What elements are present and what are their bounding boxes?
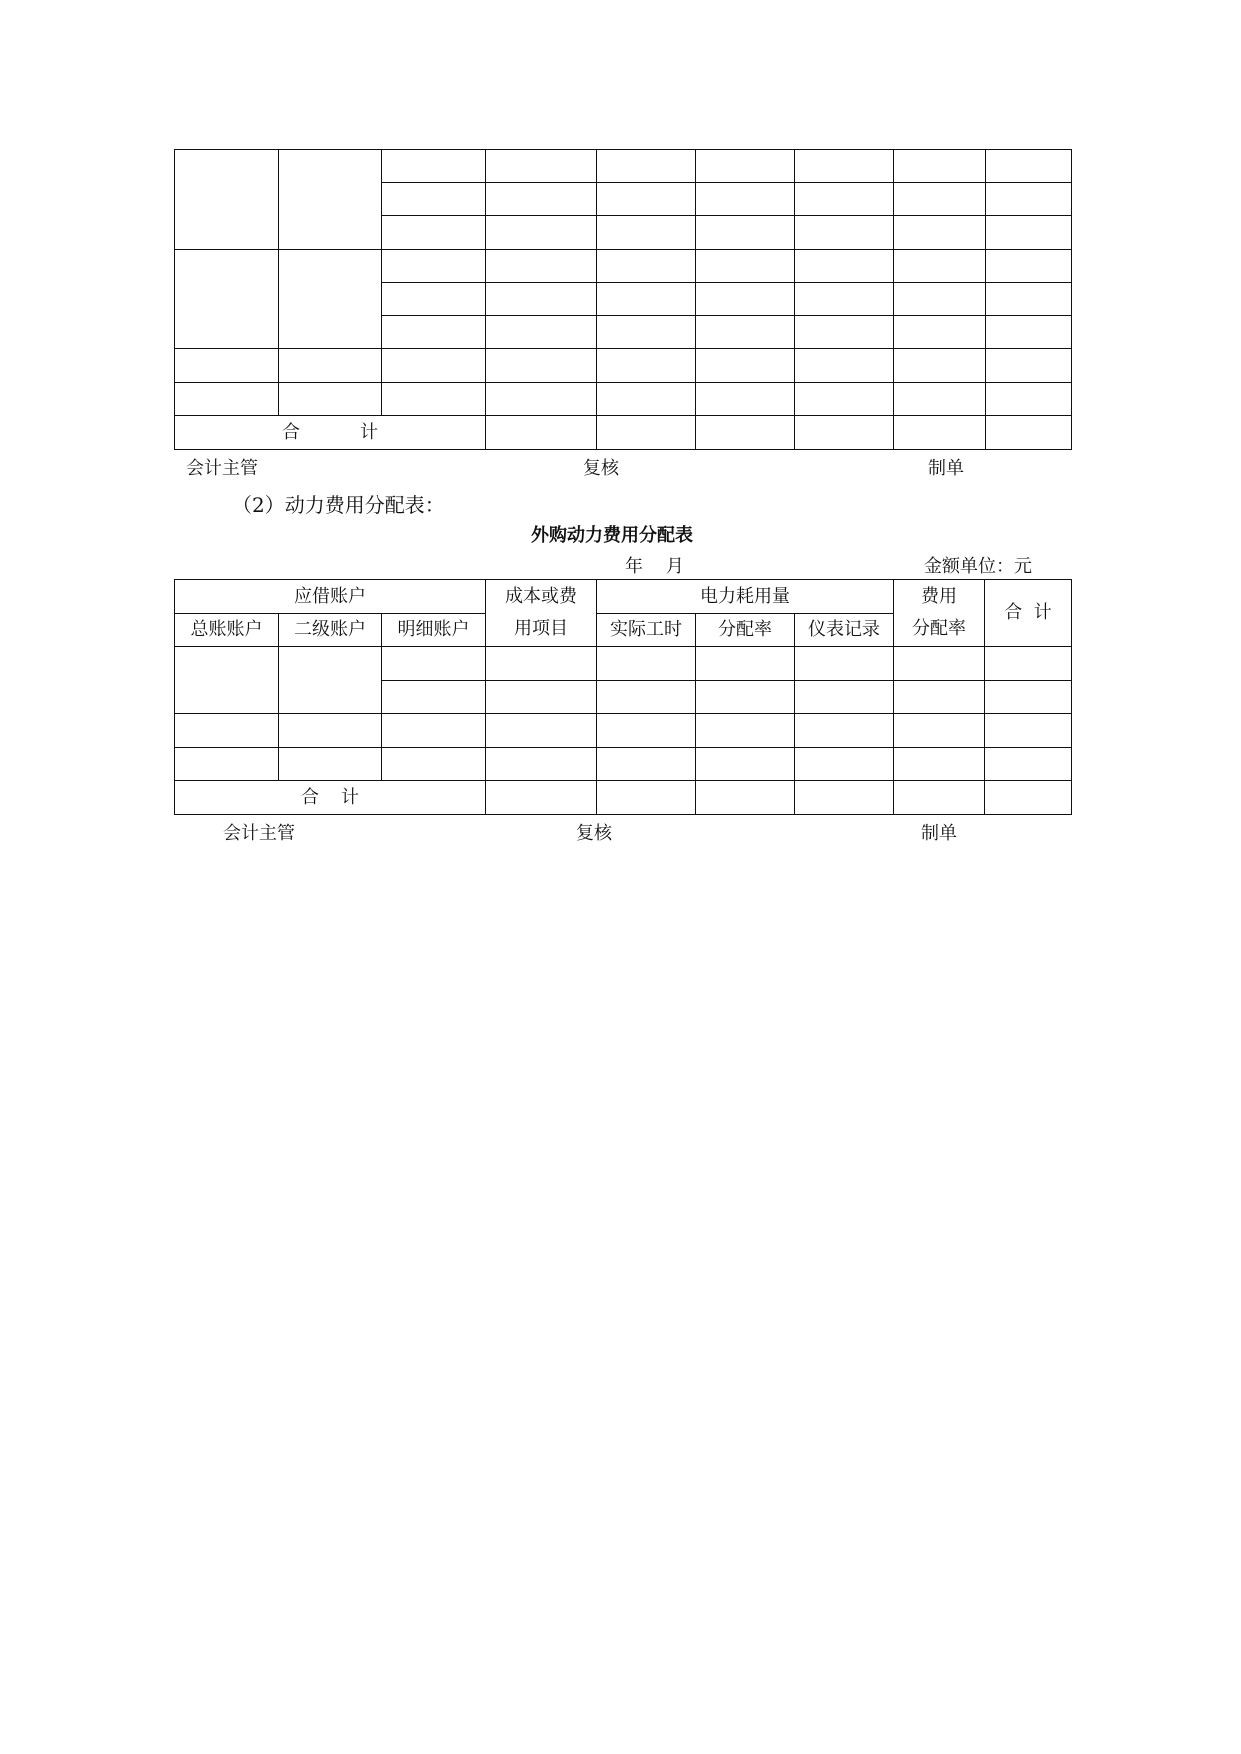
header-actual-hours: 实际工时: [597, 614, 696, 647]
cell: [382, 150, 486, 183]
cell: [696, 748, 795, 781]
cell: [894, 216, 986, 250]
cell: [986, 316, 1072, 349]
cell: [696, 416, 795, 450]
cell: [175, 383, 279, 416]
cell: [597, 781, 696, 815]
total-label-right: 计: [341, 786, 359, 808]
cell: [696, 150, 795, 183]
cell: [696, 681, 795, 714]
cell: [894, 647, 985, 681]
cell: [486, 150, 597, 183]
cell: [795, 316, 894, 349]
cell: [382, 349, 486, 383]
cell: [597, 748, 696, 781]
cell: [894, 283, 986, 316]
power-cost-allocation-table: [174, 579, 1072, 815]
header-cost-item: [486, 580, 597, 647]
cell: [696, 183, 795, 216]
cell: [986, 216, 1072, 250]
cell: [894, 681, 985, 714]
cell: [382, 748, 486, 781]
header-row-1: [175, 580, 1072, 614]
cell: [382, 383, 486, 416]
cell: [486, 250, 597, 283]
cell: [985, 647, 1072, 681]
cell: [985, 681, 1072, 714]
cell: [894, 383, 986, 416]
cell: [795, 349, 894, 383]
header-debit-account: 应借账户: [175, 580, 486, 614]
cell: [986, 349, 1072, 383]
cell: [382, 183, 486, 216]
cell: [597, 416, 696, 450]
cell: [986, 383, 1072, 416]
header-total: 合 计: [985, 580, 1072, 647]
cell: [486, 681, 597, 714]
table-row: [175, 349, 1072, 383]
cell: [795, 714, 894, 748]
cell: [597, 681, 696, 714]
cell: [486, 316, 597, 349]
cell: [382, 714, 486, 748]
cell: [382, 216, 486, 250]
cell: [894, 714, 985, 748]
cell: [795, 183, 894, 216]
cell: [894, 183, 986, 216]
cell: [986, 283, 1072, 316]
cell: [894, 316, 986, 349]
header-cost-item-line1: 成本或费: [505, 586, 578, 607]
cell: [986, 150, 1072, 183]
cell: [486, 714, 597, 748]
cell: [696, 383, 795, 416]
cell: [696, 283, 795, 316]
cell: [597, 714, 696, 748]
cell: [175, 250, 279, 349]
table-row: [175, 647, 1072, 681]
cell: [795, 150, 894, 183]
cell: [696, 316, 795, 349]
total-label-left: 合: [282, 421, 300, 443]
cell: [597, 250, 696, 283]
total-label-right: 计: [360, 421, 378, 443]
cell: [382, 681, 486, 714]
cell: [382, 647, 486, 681]
header-meter-record: 仪表记录: [795, 614, 894, 647]
cell: [795, 416, 894, 450]
cell: [894, 748, 985, 781]
section-heading: （2）动力费用分配表：: [232, 493, 445, 517]
cell: [894, 250, 986, 283]
cell: [279, 150, 382, 250]
cell: [696, 714, 795, 748]
signature-supervisor-2: 会计主管: [223, 823, 295, 844]
cell: [795, 748, 894, 781]
cell: [795, 250, 894, 283]
cell: [986, 250, 1072, 283]
cell: [175, 748, 279, 781]
table-row: [175, 748, 1072, 781]
cell: [985, 781, 1072, 815]
cell: [985, 748, 1072, 781]
cell: [795, 681, 894, 714]
cell: [597, 349, 696, 383]
unit-label: 金额单位：元: [924, 556, 1032, 577]
header-detail-account: 明细账户: [382, 614, 486, 647]
cell: [486, 216, 597, 250]
cell: [986, 416, 1072, 450]
cell: [486, 383, 597, 416]
signature-supervisor: 会计主管: [186, 458, 258, 479]
cell: [597, 316, 696, 349]
header-general-account: 总账账户: [175, 614, 279, 647]
signature-review: 复核: [583, 458, 619, 479]
cell: [894, 150, 986, 183]
signature-review-2: 复核: [576, 823, 612, 844]
cell: [279, 250, 382, 349]
cell: [175, 150, 279, 250]
cell: [795, 647, 894, 681]
cell: [795, 216, 894, 250]
total-label-left: 合: [301, 786, 319, 808]
total-row: [175, 416, 1072, 450]
header-allocation-rate: 分配率: [696, 614, 795, 647]
header-fee-rate: [894, 580, 985, 647]
cell: [486, 183, 597, 216]
header-cost-item-line2: 用项目: [514, 618, 569, 639]
cell: [279, 383, 382, 416]
cell: [486, 781, 597, 815]
header-secondary-account: 二级账户: [279, 614, 382, 647]
table-row: [175, 383, 1072, 416]
signature-preparer-2: 制单: [921, 823, 957, 844]
cell: [382, 316, 486, 349]
cell: [175, 349, 279, 383]
cell: [696, 647, 795, 681]
cell: [985, 714, 1072, 748]
date-label: 年 月: [625, 556, 684, 577]
allocation-table-1: [174, 149, 1072, 450]
table-row: [175, 250, 1072, 283]
header-fee-rate-line1: 费用: [921, 586, 958, 607]
cell: [486, 416, 597, 450]
cell: [696, 250, 795, 283]
cell: [279, 647, 382, 714]
cell: [795, 781, 894, 815]
cell: [486, 283, 597, 316]
cell: [597, 216, 696, 250]
cell: [175, 647, 279, 714]
cell: [894, 349, 986, 383]
cell: [696, 349, 795, 383]
cell: [486, 647, 597, 681]
cell: [986, 183, 1072, 216]
cell: [279, 349, 382, 383]
cell: [795, 283, 894, 316]
cell: [279, 714, 382, 748]
cell: [486, 748, 597, 781]
header-fee-rate-line2: 分配率: [912, 618, 967, 639]
total-row: [175, 781, 1072, 815]
table-row: [175, 150, 1072, 183]
cell: [597, 150, 696, 183]
cell: [382, 283, 486, 316]
cell: [795, 383, 894, 416]
header-power-usage: 电力耗用量: [597, 580, 894, 614]
total-label-cell: [175, 781, 486, 815]
cell: [597, 383, 696, 416]
table-row: [175, 714, 1072, 748]
cell: [597, 647, 696, 681]
cell: [597, 283, 696, 316]
cell: [175, 714, 279, 748]
cell: [696, 781, 795, 815]
table-title: 外购动力费用分配表: [531, 525, 693, 546]
cell: [597, 183, 696, 216]
cell: [382, 250, 486, 283]
cell: [486, 349, 597, 383]
total-label-cell: [175, 416, 486, 450]
cell: [279, 748, 382, 781]
signature-preparer: 制单: [928, 458, 964, 479]
cell: [894, 781, 985, 815]
cell: [894, 416, 986, 450]
cell: [696, 216, 795, 250]
